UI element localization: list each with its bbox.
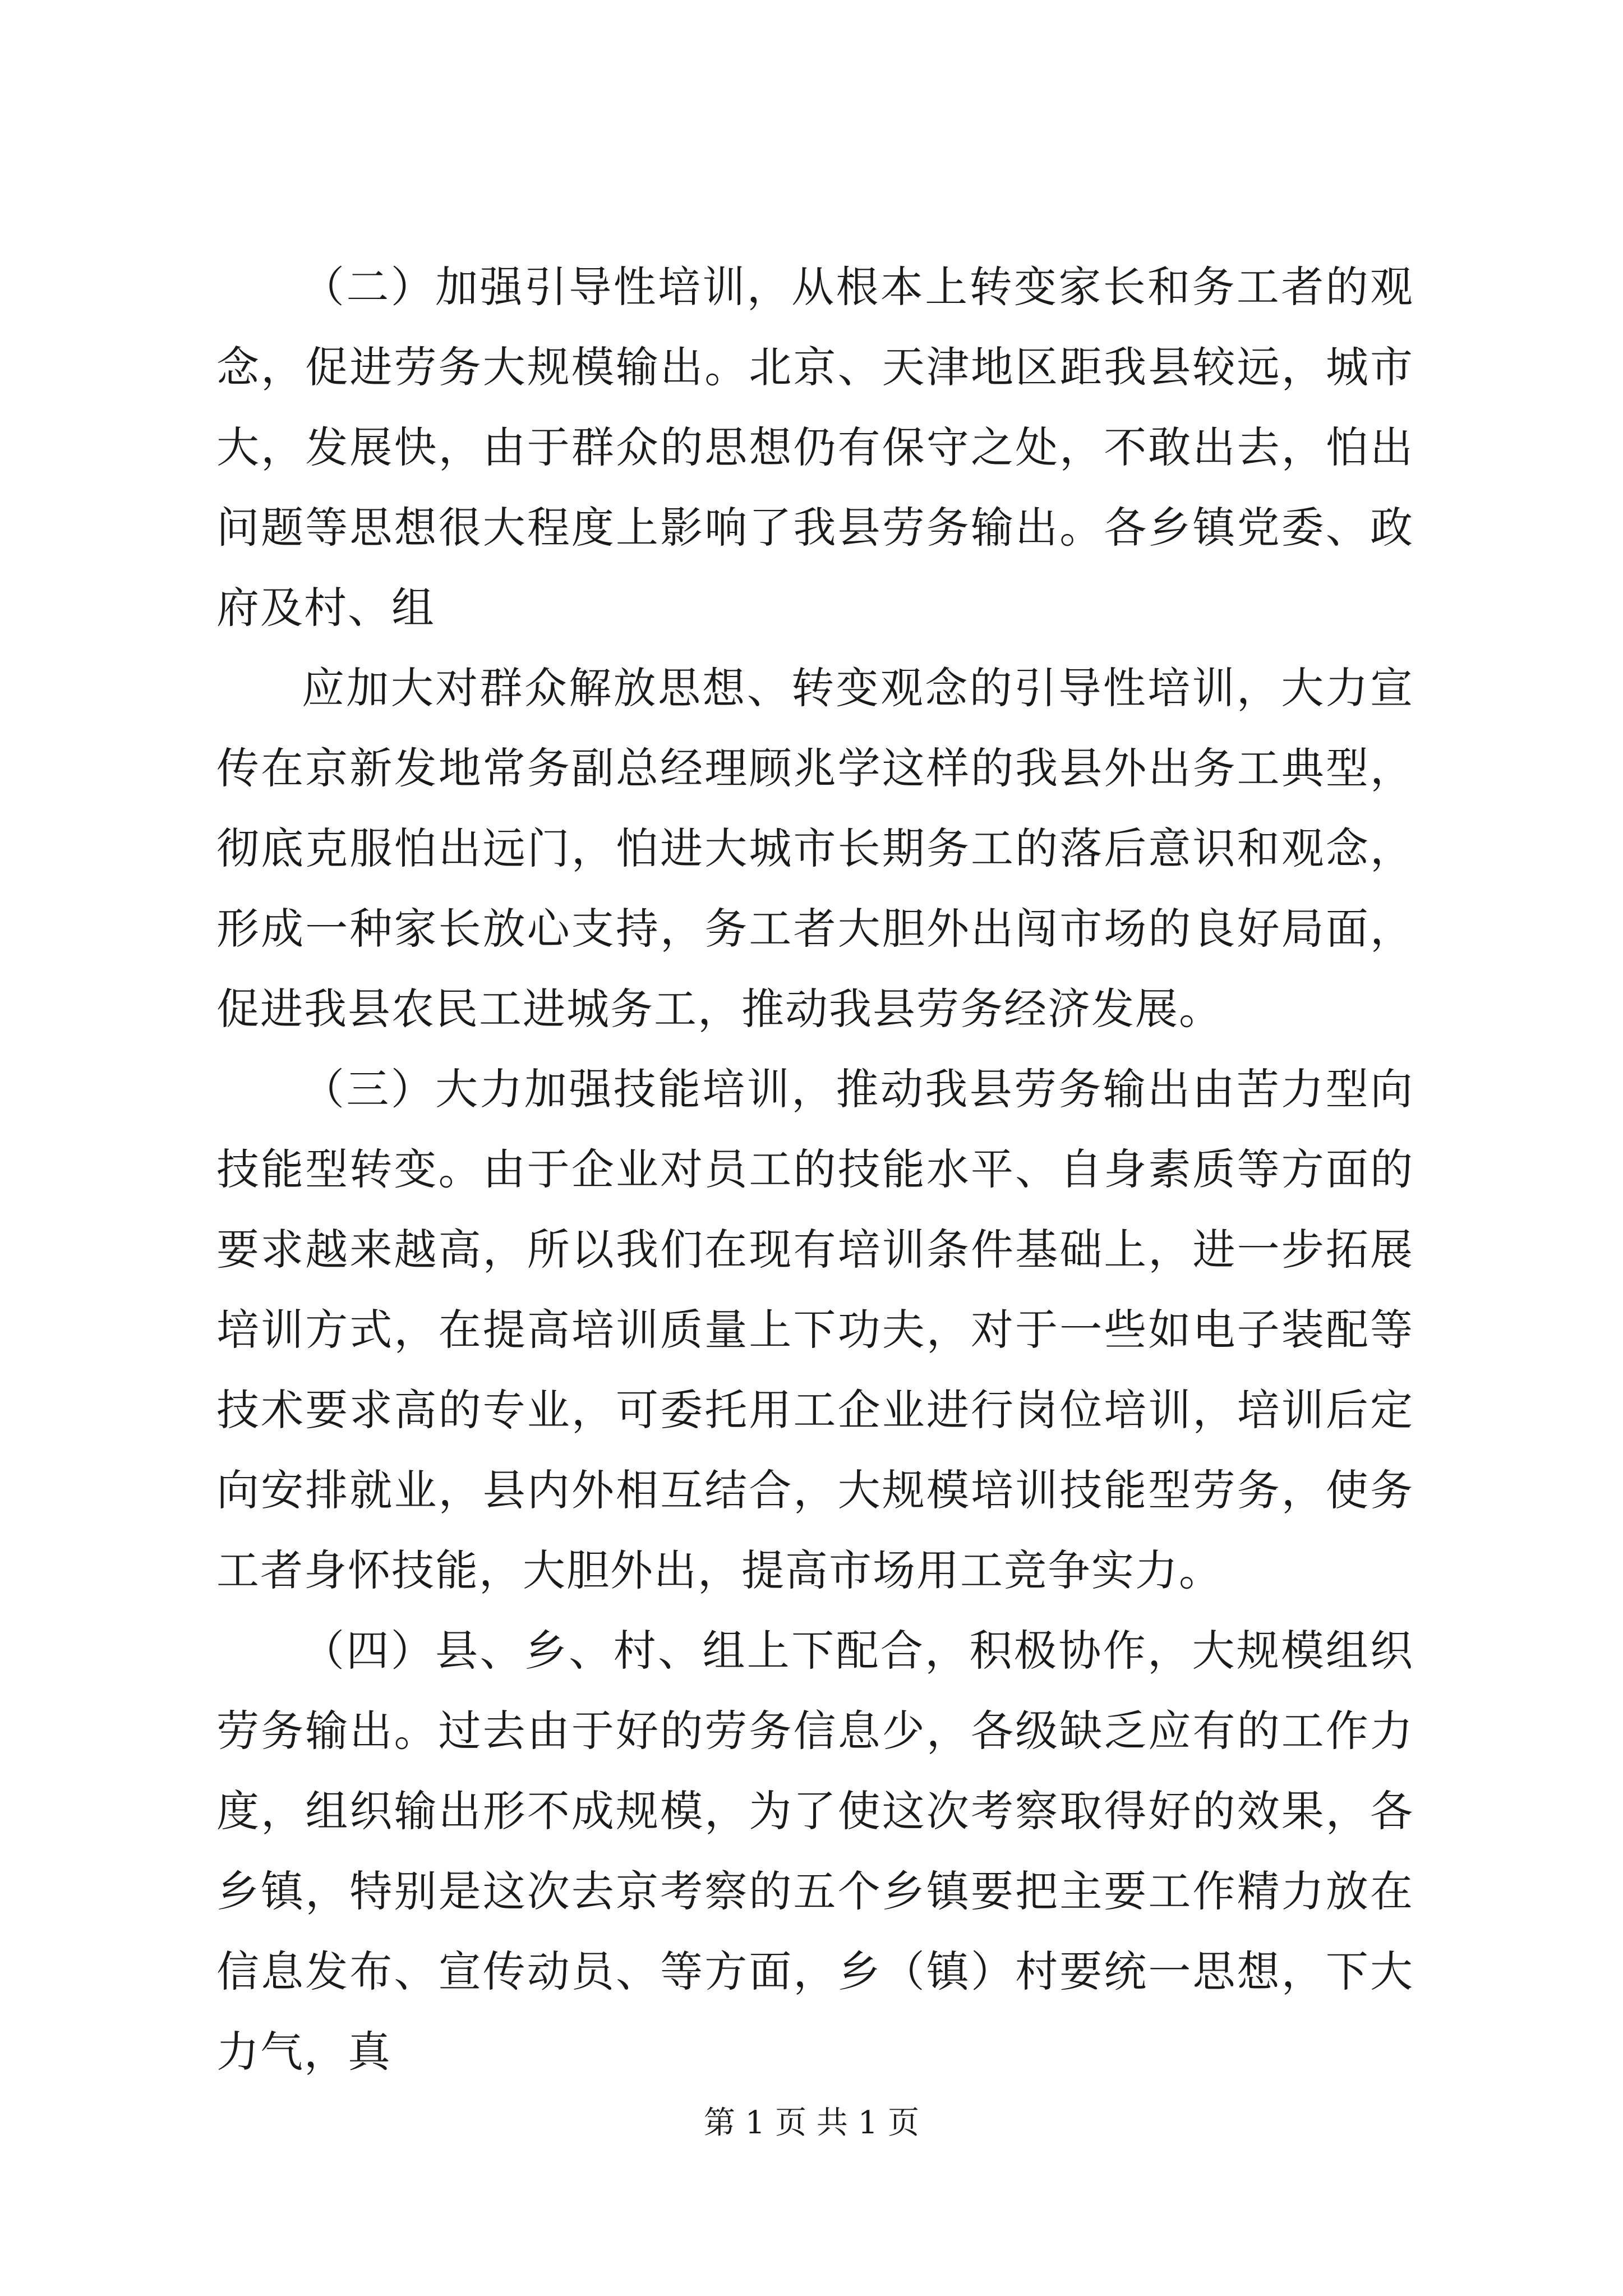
document-body [216,247,1414,2092]
paragraph-continuation: 应加大对群众解放思想、转变观念的引导性培训，大力宣传在京新发地常务副总经理顾兆学这样的我县外出务工典型，彻底克服怕出远门，怕进大城市长期务工的落后意识和观念，形成一种家长放心支持，务工者大胆外出闯市场的良好局面，促进我县农民工进城务工，推动我县劳务经济发展。 [216,663,1414,1034]
paragraph-4: （四）县、乡、村、组上下配合，积极协作，大规模组织劳务输出。过去由于好的劳务信息少，各级缺乏应有的工作力度，组织输出形不成规模，为了使这次考察取得好的效果，各乡镇，特别是这次去京考察的五个乡镇要把主要工作精力放在信息发布、宣传动员、等方面，乡（镇）村要统一思想，下大力气，真 [216,1626,1414,2077]
page-footer: 第 1 页 共 1 页 [703,2105,920,2141]
paragraph-3: （三）大力加强技能培训，推动我县劳务输出由苦力型向技能型转变。由于企业对员工的技能水平、自身素质等方面的要求越来越高，所以我们在现有培训条件基础上，进一步拓展培训方式，在提高培训质量上下功夫，对于一些如电子装配等技术要求高的专业，可委托用工企业进行岗位培训，培训后定向安排就业，县内外相互结合，大规模培训技能型劳务，使务工者身怀技能，大胆外出，提高市场用工竞争实力。 [216,1064,1414,1595]
paragraph-2: （二）加强引导性培训，从根本上转变家长和务工者的观念，促进劳务大规模输出。北京、天津地区距我县较远，城市大，发展快，由于群众的思想仍有保守之处，不敢出去，怕出问题等思想很大程度上影响了我县劳务输出。各乡镇党委、政府及村、组 [216,262,1414,633]
